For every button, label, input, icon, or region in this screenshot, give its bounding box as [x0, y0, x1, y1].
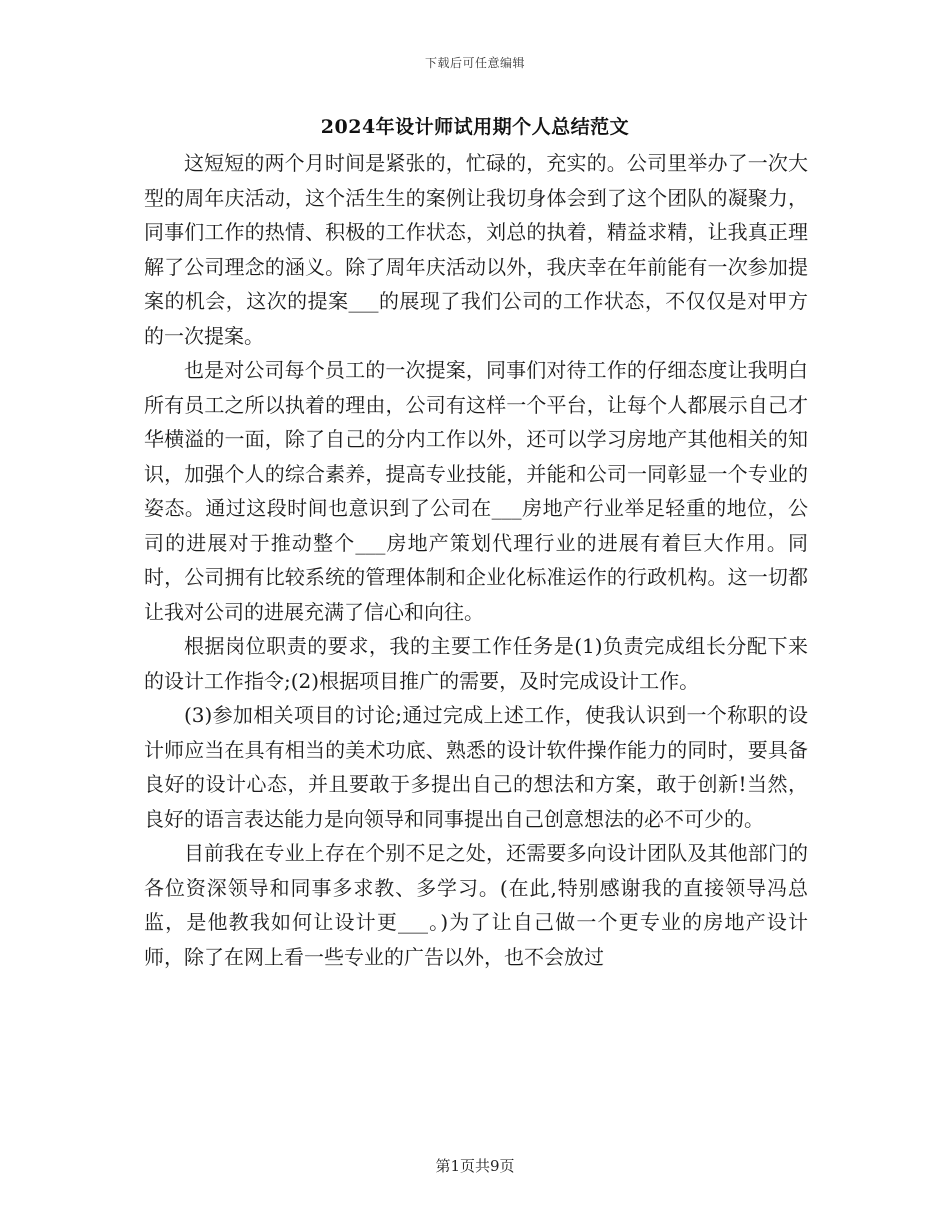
paragraph-5: 目前我在专业上存在个别不足之处，还需要多向设计团队及其他部门的各位资深领导和同事多求教、多学习。(在此,特别感谢我的直接领导冯总监，是他教我如何让设计更___。)为了让自己做一个更专业的房地产设计师，除了在网上看一些专业的广告以外，也不会放过 — [144, 841, 808, 969]
header-note: 下载后可任意编辑 — [424, 56, 525, 70]
paragraph-1: 这短短的两个月时间是紧张的，忙碌的，充实的。公司里举办了一次大型的周年庆活动，这个活生生的案例让我切身体会到了这个团队的凝聚力，同事们工作的热情、积极的工作状态，刘总的执着，精益求精，让我真正理解了公司理念的涵义。除了周年庆活动以外，我庆幸在年前能有一次参加提案的机会，这次的提案___的展现了我们公司的工作状态，不仅仅是对甲方的一次提案。 — [144, 151, 808, 348]
document-body — [144, 146, 808, 974]
page-number: 第1页共9页 — [435, 1157, 515, 1175]
paragraph-4: (3)参加相关项目的讨论;通过完成上述工作，使我认识到一个称职的设计师应当在具有相当的美术功底、熟悉的设计软件操作能力的同时，要具备良好的设计心态，并且要敢于多提出自己的想法和方案，敢于创新!当然，良好的语言表达能力是向领导和同事提出自己创意想法的必不可少的。 — [144, 703, 808, 831]
paragraph-3: 根据岗位职责的要求，我的主要工作任务是(1)负责完成组长分配下来的设计工作指令;(2)根据项目推广的需要，及时完成设计工作。 — [144, 634, 808, 693]
paragraph-2: 也是对公司每个员工的一次提案，同事们对待工作的仔细态度让我明白所有员工之所以执着的理由，公司有这样一个平台，让每个人都展示自己才华横溢的一面，除了自己的分内工作以外，还可以学习房地产其他相关的知识，加强个人的综合素养，提高专业技能，并能和公司一同彰显一个专业的姿态。通过这段时间也意识到了公司在___房地产行业举足轻重的地位，公司的进展对于推动整个___房地产策划代理行业的进展有着巨大作用。同时，公司拥有比较系统的管理体制和企业化标准运作的行政机构。这一切都让我对公司的进展充满了信心和向往。 — [144, 358, 808, 624]
document-title: 2024年设计师试用期个人总结范文 — [320, 116, 630, 138]
